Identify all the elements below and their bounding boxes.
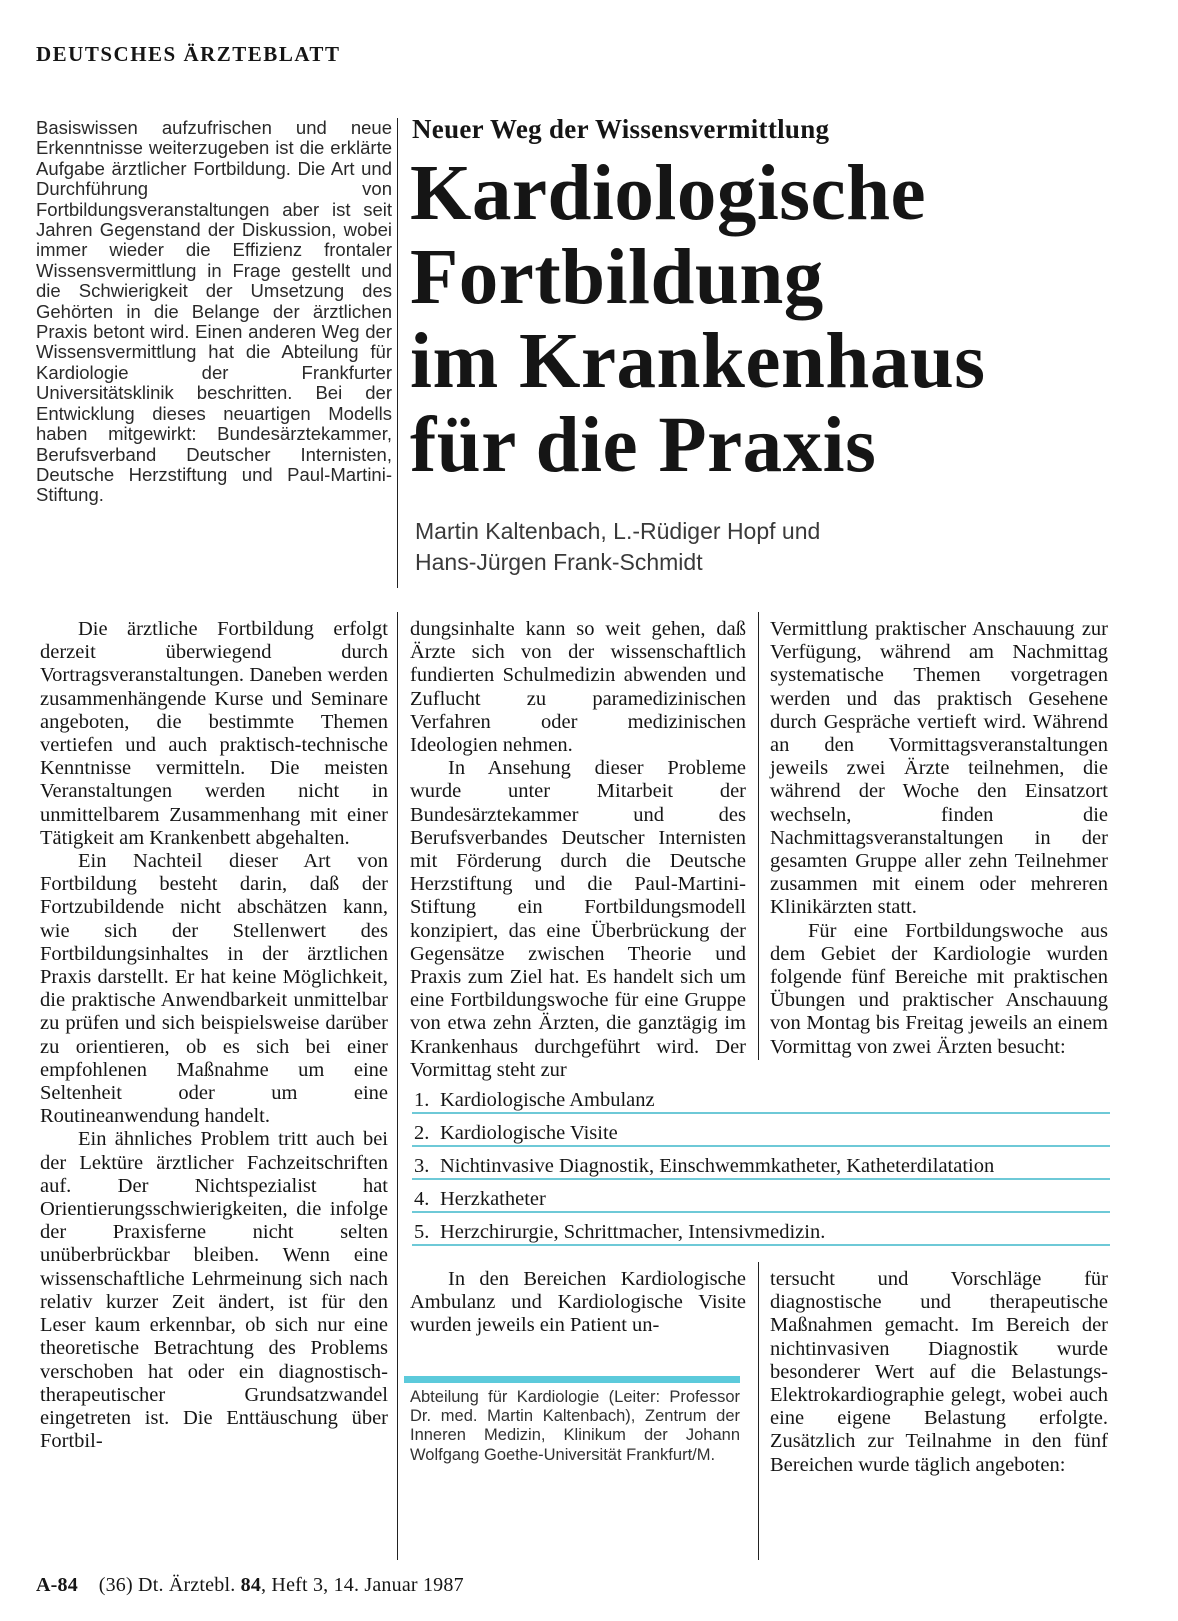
body-column-3 bbox=[770, 618, 1108, 1059]
body-column-3-continued bbox=[770, 1268, 1108, 1477]
title-line: Fortbildung bbox=[410, 234, 824, 321]
column-divider bbox=[397, 118, 398, 588]
body-paragraph: Ein Nachteil dieser Art von Fortbildung besteht darin, daß der Fortzubildende nicht abschätzen kann, wie sich der Stellenwert des Fortbildungsinhaltes in der ärztlichen Praxis darstellt. Er hat keine Möglichkeit, die praktische Anwendbarkeit unmittelbar zu prüfen und sich beispielsweise darüber zu orientieren, ob es sich bei einer empfohlenen Maßnahme um eine Seltenheit oder um eine Routineanwendung handelt. bbox=[40, 850, 388, 1128]
author-line: Martin Kaltenbach, L.-Rüdiger Hopf und bbox=[415, 518, 821, 544]
body-paragraph: In den Bereichen Kardiologische Ambulanz und Kardiologische Visite wurden jeweils ein Patient un- bbox=[410, 1268, 746, 1337]
masthead: DEUTSCHES ÄRZTEBLATT bbox=[36, 42, 341, 66]
list-item bbox=[412, 1086, 1110, 1114]
title-line: für die Praxis bbox=[410, 402, 877, 489]
list-text: Nichtinvasive Diagnostik, Einschwemmkatheter, Katheterdilatation bbox=[440, 1155, 995, 1177]
list-item bbox=[412, 1152, 1110, 1180]
footnote-accent-bar bbox=[404, 1376, 740, 1383]
list-number: 2. bbox=[414, 1122, 430, 1144]
body-paragraph: tersucht und Vorschläge für diagnostische und therapeutische Maßnahmen gemacht. Im Bereich der nichtinvasiven Diagnostik wurde besonderer Wert auf die Belastungs-Elektrokardiographie gelegt, wobei auch eine eigene Belastung erfolgte. Zusätzlich zur Teilnahme in den fünf Bereichen wurde täglich angeboten: bbox=[770, 1268, 1108, 1476]
body-paragraph: Ein ähnliches Problem tritt auch bei der Lektüre ärztlicher Fachzeitschriften auf. Der Nichtspezialist hat Orientierungsschwierigkeiten, die infolge der Praxisferne nicht selten unüberbrückbar bleiben. Wenn eine wissenschaftliche Lehrmeinung sich nach relativ kurzer Zeit ändert, ist für den Leser kaum erkennbar, ob sich nur eine theoretische Betrachtung des Problems verschoben hat oder ein diagnostisch-therapeutischer Grundsatzwandel eingetreten ist. Die Enttäuschung über Fortbil- bbox=[40, 1128, 388, 1453]
body-paragraph: Für eine Fortbildungswoche aus dem Gebiet der Kardiologie wurden folgende fünf Bereiche mit praktischen Übungen und praktischer Anschauung von Montag bis Freitag jeweils an einem Vormittag von zwei Ärzten besucht: bbox=[770, 919, 1108, 1058]
article-title bbox=[410, 152, 1170, 488]
article-kicker: Neuer Weg der Wissensvermittlung bbox=[412, 114, 830, 144]
page-number: A-84 bbox=[36, 1574, 78, 1596]
body-paragraph: Vermittlung praktischer Anschauung zur Verfügung, während am Nachmittag systematische Themen vorgetragen werden und das praktisch Gesehene durch Gespräche vertieft wird. Während an den Vormittagsveranstaltungen jeweils zwei Ärzte teilnehmen, die während der Woche den Einsatzort wechseln, finden die Nachmittagsveranstaltungen in der gesamten Gruppe aller zehn Teilnehmer zusammen mit einem oder mehreren Klinikärzten statt. bbox=[770, 618, 1108, 919]
title-line: Kardiologische bbox=[410, 150, 927, 237]
journal-name: Dt. Ärztebl. bbox=[138, 1574, 236, 1596]
column-divider bbox=[758, 612, 759, 1060]
list-text: Herzkatheter bbox=[440, 1188, 546, 1210]
intro-summary: Basiswissen aufzufrischen und neue Erkenntnisse weiterzugeben ist die erklärte Aufgabe ärztlicher Fortbildung. Die Art und Durchführung von Fortbildungsveranstaltungen aber ist seit Jahren Gegenstand der Diskussion, wobei immer wieder die Effizienz frontaler Wissensvermittlung in Frage gestellt und die Schwierigkeit der Umsetzung des Gehörten in die Belange der ärztlichen Praxis betont wird. Einen anderen Weg der Wissensvermittlung hat die Abteilung für Kardiologie der Frankfurter Universitätsklinik beschritten. Bei der Entwicklung dieses neuartigen Modells haben mitgewirkt: Bundesärztekammer, Berufsverband Deutscher Internisten, Deutsche Herzstiftung und Paul-Martini-Stiftung. bbox=[36, 117, 392, 506]
list-number: 4. bbox=[414, 1188, 430, 1210]
volume-number: 84 bbox=[240, 1574, 262, 1596]
body-column-2-continued bbox=[410, 1268, 746, 1338]
issue-info: , Heft 3, 14. Januar 1987 bbox=[261, 1574, 464, 1596]
page-footer bbox=[36, 1574, 464, 1597]
body-paragraph: Die ärztliche Fortbildung erfolgt derzeit überwiegend durch Vortragsveranstaltungen. Daneben werden zusammenhängende Kurse und Seminare angeboten, die bestimmte Themen vertiefen und auch praktisch-technische Kenntnisse vermitteln. Die meisten Veranstaltungen werden nicht in unmittelbarem Zusammenhang mit einer Tätigkeit am Krankenbett abgehalten. bbox=[40, 618, 388, 849]
schedule-list bbox=[412, 1086, 1110, 1251]
author-line: Hans-Jürgen Frank-Schmidt bbox=[415, 549, 703, 575]
body-column-2 bbox=[410, 618, 746, 1082]
list-number: 3. bbox=[414, 1155, 430, 1177]
list-text: Kardiologische Ambulanz bbox=[440, 1089, 655, 1111]
body-paragraph: dungsinhalte kann so weit gehen, daß Ärzte sich von der wissenschaftlich fundierten Schulmedizin abwenden und Zuflucht zu paramedizinischen Verfahren oder medizinischen Ideologien nehmen. bbox=[410, 618, 746, 757]
list-text: Herzchirurgie, Schrittmacher, Intensivmedizin. bbox=[440, 1221, 826, 1243]
list-number: 1. bbox=[414, 1089, 430, 1111]
list-item bbox=[412, 1119, 1110, 1147]
list-item bbox=[412, 1218, 1110, 1246]
column-divider bbox=[758, 1262, 759, 1560]
column-divider bbox=[397, 612, 398, 1560]
body-paragraph: In Ansehung dieser Probleme wurde unter Mitarbeit der Bundesärztekammer und des Berufsverbandes Deutscher Internisten mit Förderung durch die Deutsche Herzstiftung und die Paul-Martini-Stiftung ein Fortbildungsmodell konzipiert, das eine Überbrückung der Gegensätze zwischen Theorie und Praxis zum Ziel hat. Es handelt sich um eine Fortbildungswoche für eine Gruppe von etwa zehn Ärzten, die ganztägig im Krankenhaus durchgeführt wird. Der Vormittag steht zur bbox=[410, 757, 746, 1081]
author-affiliation: Abteilung für Kardiologie (Leiter: Professor Dr. med. Martin Kaltenbach), Zentrum der Inneren Medizin, Klinikum der Johann Wolfgang Goethe-Universität Frankfurt/M. bbox=[410, 1388, 740, 1464]
list-text: Kardiologische Visite bbox=[440, 1122, 618, 1144]
body-column-1 bbox=[40, 618, 388, 1453]
issue-page-number: (36) bbox=[98, 1574, 133, 1596]
article-authors bbox=[415, 516, 975, 578]
list-number: 5. bbox=[414, 1221, 430, 1243]
title-line: im Krankenhaus bbox=[410, 318, 986, 405]
list-item bbox=[412, 1185, 1110, 1213]
